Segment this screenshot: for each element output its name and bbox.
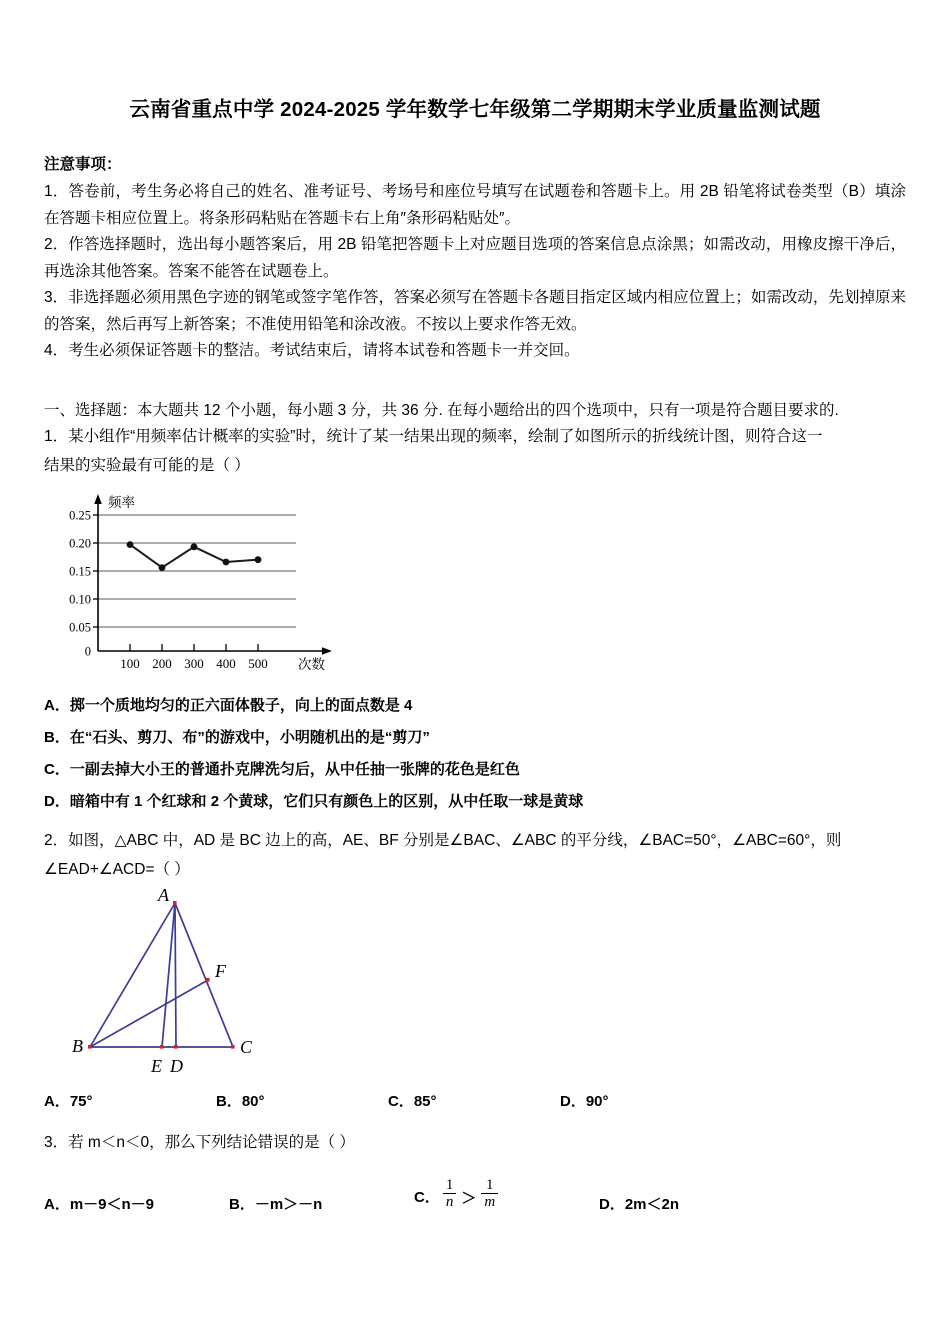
triangle-segments <box>90 903 233 1047</box>
option-text-b: 在“石头、剪刀、布”的游戏中，小明随机出的是“剪刀” <box>69 728 430 746</box>
question-3-stem-text: 若 m＜n＜0，那么下列结论错误的是（ ） <box>68 1133 355 1151</box>
chart-x-axis-label: 次数 <box>298 656 325 671</box>
triangle-figure <box>70 889 906 1084</box>
option-letter-a: A． <box>44 1195 70 1213</box>
question-3-option-a[interactable] <box>44 1193 229 1214</box>
question-3-number: 3． <box>44 1133 69 1151</box>
y-tick-label-0: 0 <box>84 644 91 658</box>
question-1-option-c[interactable] <box>44 754 906 786</box>
option-text-c: 85° <box>413 1092 437 1110</box>
option-letter-d: D． <box>599 1195 625 1213</box>
question-3-option-b[interactable] <box>229 1193 414 1214</box>
triangle-label-B: B <box>72 1035 83 1056</box>
triangle-label-A: A <box>158 888 169 905</box>
point-B <box>88 1045 92 1049</box>
question-1-number: 1． <box>44 427 69 445</box>
option-text-c: 一副去掉大小王的普通扑克牌洗匀后，从中任抽一张牌的花色是红色 <box>69 760 520 778</box>
chart-x-axis <box>98 647 332 655</box>
question-1-options <box>44 690 906 818</box>
notice-heading: 注意事项： <box>44 156 122 173</box>
frequency-line-chart-figure <box>66 491 906 676</box>
question-3 <box>44 1127 906 1214</box>
y-tick-label-0.10: 0.10 <box>69 592 91 606</box>
x-tick-label-300: 300 <box>184 655 204 671</box>
question-1 <box>44 424 906 818</box>
chart-x-ticks <box>130 644 258 651</box>
x-tick-label-400: 400 <box>216 655 236 671</box>
option-letter-c: C． <box>414 1189 440 1206</box>
question-1-option-d[interactable] <box>44 786 906 818</box>
segment-AB <box>90 903 175 1047</box>
fraction-denominator: n <box>443 1193 457 1211</box>
x-tick-label-100: 100 <box>120 655 140 671</box>
question-1-option-b[interactable] <box>44 722 906 754</box>
chart-gridlines <box>98 515 296 627</box>
fraction-denominator: m <box>481 1193 498 1211</box>
comparison-operator: ＞ <box>461 1190 477 1207</box>
fraction-numerator: 1 <box>445 1176 454 1193</box>
option-letter-b: B． <box>229 1195 255 1213</box>
notice-item-1: 1．答卷前，考生务必将自己的姓名、准考证号、考场号和座位号填写在试题卷和答题卡上。用 2B 铅笔将试卷类型（B）填涂在答题卡相应位置上。将条形码粘贴在答题卡右上角″条形码粘贴处″。 <box>44 183 906 227</box>
point-E <box>160 1045 164 1049</box>
chart-point-200 <box>159 564 166 571</box>
option-text-b: 80° <box>241 1092 265 1110</box>
option-letter-a: A． <box>44 696 70 714</box>
question-2-number: 2． <box>44 831 69 849</box>
y-tick-label-0.15: 0.15 <box>69 564 91 578</box>
question-1-stem-line1 <box>44 424 906 450</box>
point-A <box>173 901 177 905</box>
question-3-option-d[interactable] <box>599 1193 784 1214</box>
notice-block <box>44 152 906 365</box>
option-text-a: m－9＜n－9 <box>69 1195 155 1213</box>
fraction-one-over-n <box>443 1177 457 1211</box>
question-2 <box>44 828 906 1111</box>
question-2-options <box>44 1090 906 1111</box>
option-letter-d: D． <box>44 792 70 810</box>
question-2-option-d[interactable] <box>560 1090 732 1111</box>
x-tick-label-200: 200 <box>152 655 172 671</box>
fraction-numerator: 1 <box>486 1176 494 1193</box>
point-D <box>174 1045 178 1049</box>
question-3-options <box>44 1176 906 1214</box>
question-2-stem-text: 如图，△ABC 中，AD 是 BC 边上的高，AE、BF 分别是∠BAC、∠ABC 的平分线，∠BAC=50°，∠ABC=60°，则 <box>68 831 842 849</box>
triangle-label-E: E <box>151 1055 162 1076</box>
notice-item-4: 4．考生必须保证答题卡的整洁。考试结束后，请将本试卷和答题卡一并交回。 <box>44 342 580 359</box>
question-1-option-a[interactable] <box>44 690 906 722</box>
y-tick-label-0.20: 0.20 <box>69 536 91 550</box>
option-letter-c: C． <box>388 1092 414 1110</box>
question-2-stem-line2: ∠EAD+∠ACD=（ ） <box>44 860 190 878</box>
option-text-a: 掷一个质地均匀的正六面体骰子，向上的面点数是 4 <box>69 696 413 714</box>
segment-BF <box>90 980 208 1047</box>
question-2-option-a[interactable] <box>44 1090 216 1111</box>
question-2-option-c[interactable] <box>388 1090 560 1111</box>
option-letter-b: B． <box>216 1092 242 1110</box>
option-letter-d: D． <box>560 1092 586 1110</box>
page-title: 云南省重点中学 2024-2025 学年数学七年级第二学期期末学业质量监测试题 <box>129 98 821 121</box>
triangle-points <box>88 901 235 1049</box>
section-heading-choice: 一、选择题：本大题共 12 个小题，每小题 3 分，共 36 分. 在每小题给出的四个选项中，只有一项是符合题目要求的. <box>44 401 839 419</box>
option-letter-c: C． <box>44 760 70 778</box>
option-letter-b: B． <box>44 728 70 746</box>
point-F <box>206 978 210 982</box>
chart-y-axis-label: 频率 <box>108 494 135 510</box>
fraction-one-over-m <box>481 1177 498 1211</box>
question-3-option-c[interactable] <box>414 1176 599 1214</box>
chart-point-100 <box>127 541 134 548</box>
chart-point-300 <box>191 543 198 550</box>
option-text-b: －m＞－n <box>254 1195 323 1213</box>
notice-item-3: 3．非选择题必须用黑色字迹的钢笔或签字笔作答，答案必须写在答题卡各题目指定区域内相应位置上；如需改动，先划掉原来的答案，然后再写上新答案；不准使用铅笔和涂改液。不按以上要求作答无效。 <box>44 289 906 333</box>
question-1-stem-text: 某小组作“用频率估计概率的实验”时，统计了某一结果出现的频率，绘制了如图所示的折线统计图，则符合这一 <box>68 427 823 445</box>
point-C <box>231 1045 235 1049</box>
x-tick-label-500: 500 <box>248 655 268 671</box>
chart-y-tick-labels <box>69 508 91 658</box>
option-text-d: 暗箱中有 1 个红球和 2 个黄球，它们只有颜色上的区别，从中任取一球是黄球 <box>69 792 584 810</box>
y-tick-label-0.05: 0.05 <box>69 620 91 634</box>
question-2-stem-line1 <box>44 828 906 854</box>
question-1-stem-line2: 结果的实验最有可能的是（ ） <box>44 456 250 474</box>
frequency-line-chart <box>66 491 366 671</box>
option-text-d: 2m＜2n <box>624 1195 680 1213</box>
segment-AD <box>175 903 176 1047</box>
triangle-label-F: F <box>215 960 226 981</box>
notice-item-2: 2．作答选择题时，选出每小题答案后，用 2B 铅笔把答题卡上对应题目选项的答案信息点涂黑；如需改动，用橡皮擦干净后，再选涂其他答案。答案不能答在试题卷上。 <box>44 236 906 280</box>
chart-point-400 <box>223 558 230 565</box>
option-letter-a: A． <box>44 1092 70 1110</box>
question-3-stem <box>44 1127 906 1158</box>
segment-AE <box>162 903 175 1047</box>
chart-point-500 <box>255 556 262 563</box>
option-text-d: 90° <box>585 1092 609 1110</box>
chart-x-tick-labels <box>120 656 268 671</box>
triangle-label-D: D <box>170 1055 183 1076</box>
option-text-a: 75° <box>69 1092 93 1110</box>
triangle-abc-diagram <box>70 889 300 1079</box>
question-2-option-b[interactable] <box>216 1090 388 1111</box>
triangle-label-C: C <box>240 1036 253 1057</box>
y-tick-label-0.25: 0.25 <box>69 508 91 522</box>
